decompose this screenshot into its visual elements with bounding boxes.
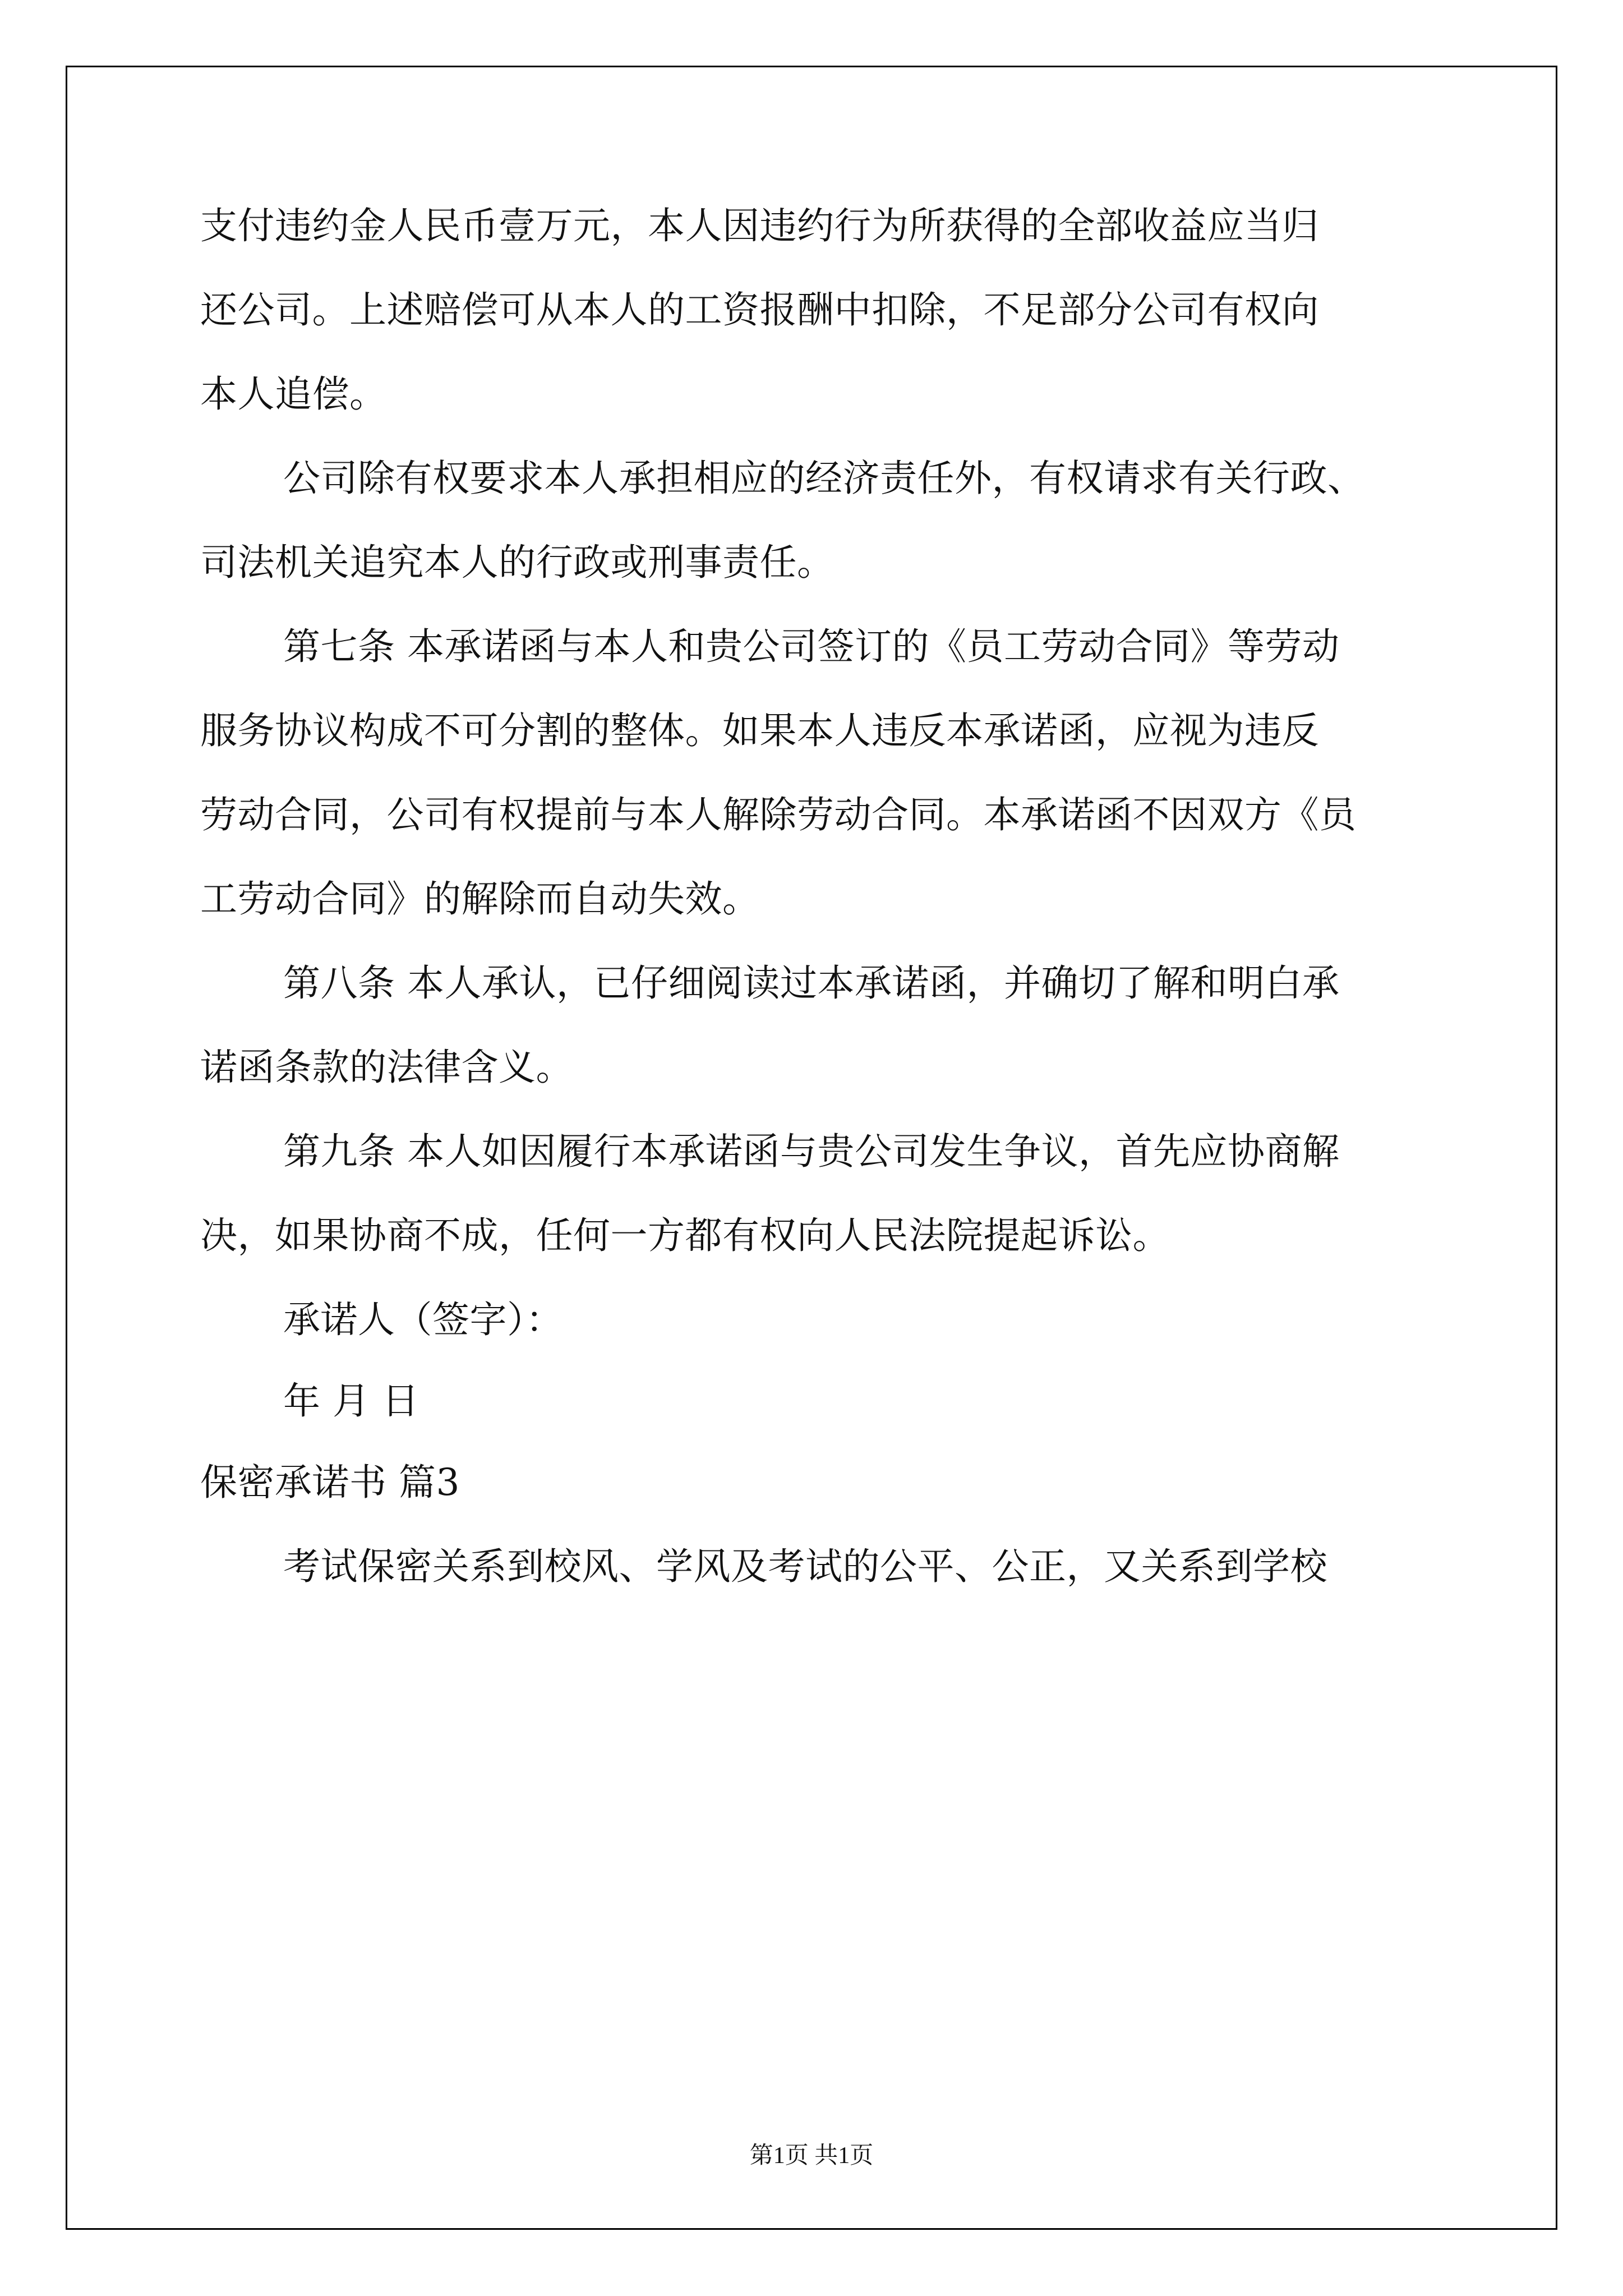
page-footer: 第1页 共1页 <box>749 2143 874 2169</box>
paragraph-line: 劳动合同，公司有权提前与本人解除劳动合同。本承诺函不因双方《员 <box>200 793 1357 836</box>
paragraph-line: 决，如果协商不成，任何一方都有权向人民法院提起诉讼。 <box>200 1214 1170 1257</box>
paragraph-line: 第九条 本人如因履行本承诺函与贵公司发生争议，首先应协商解 <box>283 1130 1340 1173</box>
paragraph-line: 还公司。上述赔偿可从本人的工资报酬中扣除，不足部分公司有权向 <box>200 288 1319 332</box>
paragraph-line: 服务协议构成不可分割的整体。如果本人违反本承诺函，应视为违反 <box>200 709 1319 752</box>
paragraph-line: 司法机关追究本人的行政或刑事责任。 <box>200 541 834 584</box>
paragraph-line: 第七条 本承诺函与本人和贵公司签订的《员工劳动合同》等劳动 <box>283 625 1340 668</box>
date-line: 年 月 日 <box>283 1379 419 1423</box>
section-heading: 保密承诺书 篇3 <box>200 1461 460 1504</box>
paragraph-line: 诺函条款的法律含义。 <box>200 1046 573 1089</box>
paragraph-line: 本人追偿。 <box>200 372 387 416</box>
paragraph-line: 工劳动合同》的解除而自动失效。 <box>200 877 760 921</box>
paragraph-line: 公司除有权要求本人承担相应的经济责任外，有权请求有关行政、 <box>283 457 1365 500</box>
paragraph-line: 第八条 本人承认，已仔细阅读过本承诺函，并确切了解和明白承 <box>283 961 1340 1005</box>
signature-label: 承诺人（签字）： <box>283 1298 563 1341</box>
paragraph-line: 支付违约金人民币壹万元，本人因违约行为所获得的全部收益应当归 <box>200 204 1319 247</box>
paragraph-line: 考试保密关系到校风、学风及考试的公平、公正，又关系到学校 <box>283 1545 1327 1588</box>
